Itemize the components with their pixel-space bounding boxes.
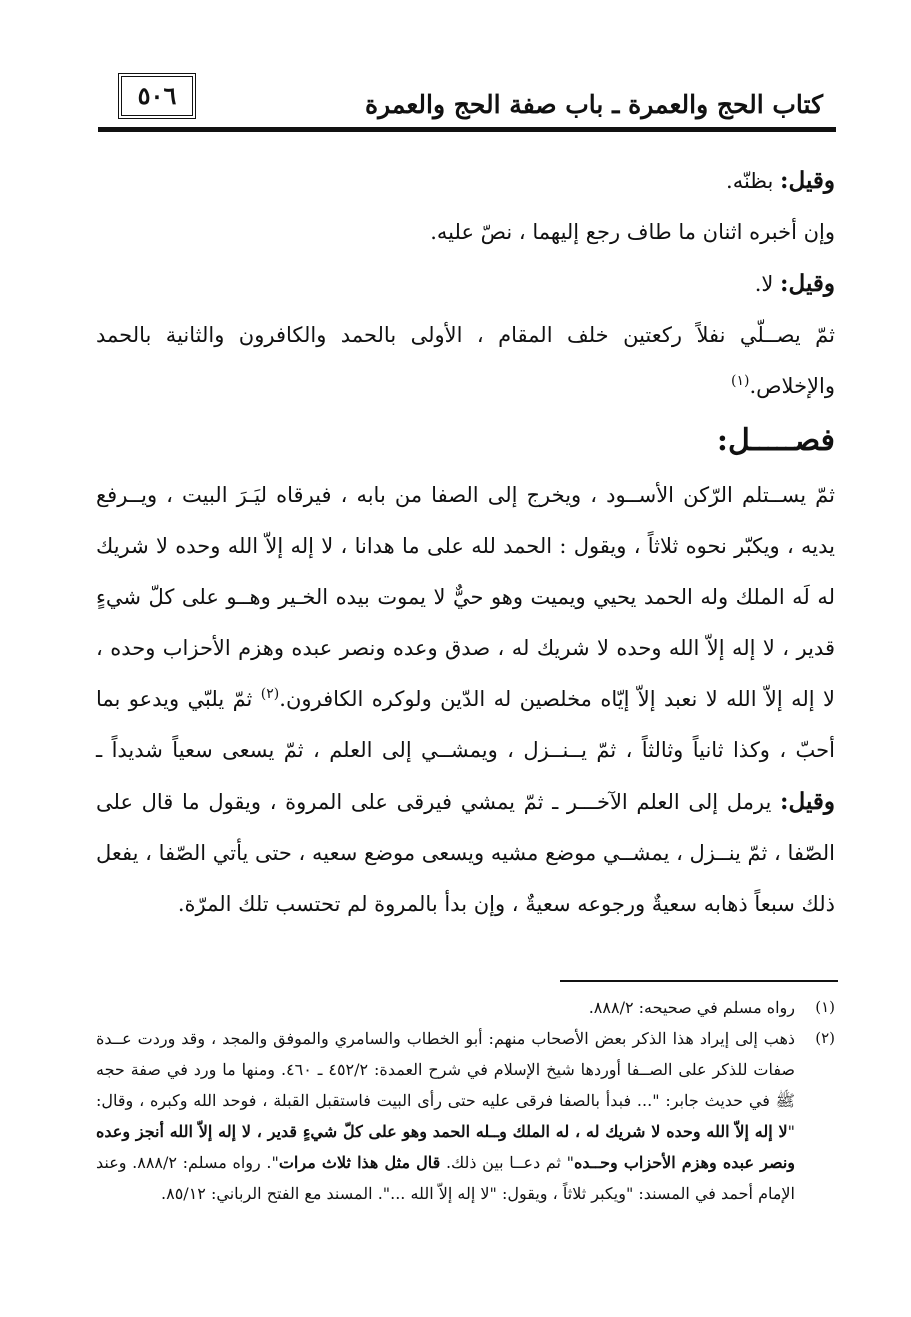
paragraph: [96, 207, 835, 258]
paragraph-text: وإن أخبره اثنان ما طاف رجع إليهما ، نصّ عليه.: [430, 220, 835, 244]
paragraph-label: وقيل:: [780, 270, 835, 297]
footnote: [96, 992, 835, 1023]
footnote-text: [96, 1023, 795, 1209]
footnote-quote-bold: قال مثل هذا ثلاث مرات: [278, 1153, 441, 1172]
paragraph-text: ثمّ يصــلّي نفلاً ركعتين خلف المقام ، الأولى بالحمد والكافرون والثانية بالحمد والإخلاص.: [96, 323, 835, 398]
paragraph-label: وقيل:: [780, 167, 835, 194]
footnote-text-part: ذهب إلى إيراد هذا الذكر بعض الأصحاب منهم: أبو الخطاب والسامري والموفق والمجد ، وقد وردت عــدة صفات للذكر على الصــفا أوردها شيخ الإسلام في شرح العمدة: ٤٥٢/٢ ـ ٤٦٠. ومنها ما ورد في صفة حجه ﷺ في حديث جابر: "... فبدأ بالصفا فرقى عليه حتى رأى البيت فاستقبل القبلة ، فوحد الله وكبره ، وقال: ": [96, 1029, 796, 1141]
paragraph: [96, 258, 835, 310]
footnote-ref[interactable]: (١): [731, 373, 750, 389]
footnotes: [96, 992, 835, 1209]
paragraph: [96, 155, 835, 207]
footnote: [96, 1023, 835, 1209]
section-heading: فصـــــل:: [716, 423, 835, 458]
main-text: [96, 155, 835, 930]
paragraph-label: وقيل:: [780, 788, 835, 815]
page-number: ٥٠٦: [118, 73, 196, 119]
footnote-number: (١): [815, 998, 835, 1016]
footnote-ref[interactable]: (٢): [260, 686, 280, 702]
running-title: كتاب الحج والعمرة ـ باب صفة الحج والعمرة: [355, 90, 833, 119]
footnote-separator: [560, 980, 838, 982]
footnote-text-part: " ثم دعــا بين ذلك.: [440, 1153, 574, 1172]
paragraph-text: بظنّه.: [726, 169, 781, 193]
paragraph: [96, 470, 835, 930]
paragraph-text: يرمل إلى العلم الآخـــر ـ ثمّ يمشي فيرقى على المروة ، ويقول ما قال على الصّفا ، ثمّ ينــزل ، يمشــي موضع مشيه ويسعى موضع سعيه ، حتى يأتي الصّفا ، يفعل ذلك سبعاً ذهابه سعيةٌ ورجوعه سعيةٌ ، وإن بدأ بالمروة لم تحتسب تلك المرّة.: [96, 790, 835, 916]
footnote-number: (٢): [815, 1029, 835, 1047]
paragraph: [96, 310, 835, 412]
paragraph-text: لا.: [754, 272, 781, 296]
header-rule: [98, 127, 836, 132]
footnote-text: رواه مسلم في صحيحه: ٨٨٨/٢.: [588, 998, 795, 1017]
footnote-text-part: ". رواه مسلم: ٨٨٨/٢. وعند الإمام أحمد في المسند: "ويكبر ثلاثاً ، ويقول: "لا إله إلاّ الله ...". المسند مع الفتح الرباني: ٨٥/١٢.: [96, 1153, 795, 1203]
paragraph-text: ثمّ يســتلم الرّكن الأســود ، ويخرج إلى الصفا من بابه ، فيرقاه ليَـرَ البيت ، ويــرفع يديه ، ويكبّر نحوه ثلاثاً ، ويقول : الحمد لله على ما هدانا ، لا إله إلاّ الله وحده لا شريك له لَه الملك وله الحمد يحيي ويميت وهو حيٌّ لا يموت بيده الخـير وهــو على كلّ شيءٍ قدير ، لا إله إلاّ الله وحده لا شريك له ، صدق وعده ونصر عبده وهزم الأحزاب وحده ، لا إله إلاّ الله لا نعبد إلاّ إيّاه مخلصين له الدّين ولوكره الكافرون.: [96, 483, 835, 711]
footnote-quote-bold: لا إله إلاّ الله وحده لا شريك له ، له الملك وــله الحمد وهو على كلّ شيءٍ قدير ، لا إله إلاّ الله أنجز وعده ونصر عبده وهزم الأحزاب وحــده: [96, 1122, 796, 1172]
paragraph-text: ثمّ يلبّي ويدعو بما أحبّ ، وكذا ثانياً وثالثاً ، ثمّ يــنــزل ، ويمشــي إلى العلم ، ثمّ يسعى سعياً شديداً ـ: [96, 687, 835, 762]
